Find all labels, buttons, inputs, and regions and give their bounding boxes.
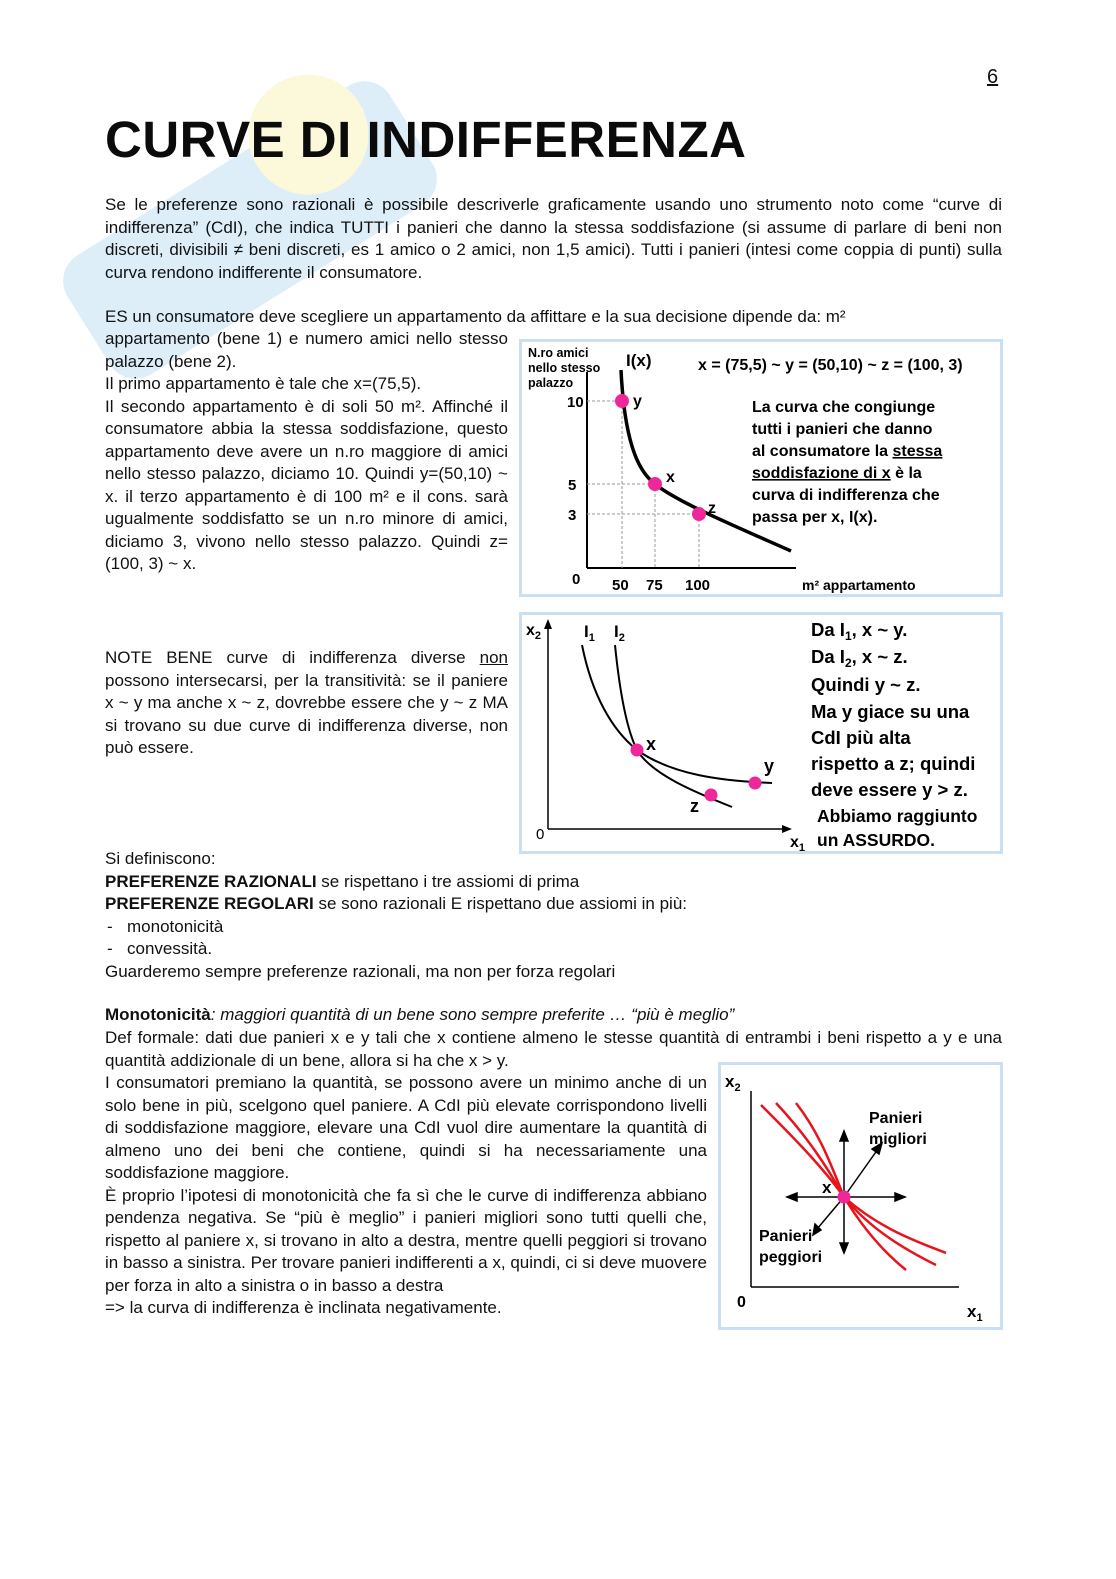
- fig1-ylabel-1: N.ro amici: [528, 346, 589, 360]
- fig1-label-x: x: [666, 469, 675, 486]
- fig1-caption-4: soddisfazione di x è la: [752, 465, 922, 482]
- definitions-closing: Guarderemo sempre preferenze razionali, ma non per forza regolari: [105, 961, 616, 981]
- list-item: - monotonicità: [105, 916, 1002, 939]
- figure-2-svg: [522, 615, 1000, 851]
- monotonicity-heading: Monotonicità: maggiori quantità di un bene sono sempre preferite … “più è meglio”: [105, 1005, 735, 1024]
- list-item: - convessità.: [105, 938, 1002, 961]
- definitions-intro: Si definiscono:: [105, 849, 216, 868]
- monotonicity-p1: I consumatori premiano la quantità, se possono avere un minimo anche di un solo bene in più, scelgono quel paniere. A CdI più elevate corrispondono livelli di soddisfazione maggiore, elevare una CdI vuol dire aumentare la quantità di almeno uno dei beni che contiene, quindi si ha necessariamente una soddisfazione maggiore.: [105, 1073, 707, 1182]
- page-number: 6: [987, 66, 999, 88]
- example-p2: Il primo appartamento è tale che x=(75,5).: [105, 374, 422, 393]
- fig3-x-axis-label: $x_1$: [967, 1302, 983, 1324]
- fig2-text-1: Da $I_1$, x ~ y.: [811, 619, 908, 643]
- fig2-point-z: [705, 789, 718, 802]
- page-title: CURVE DI INDIFFERENZA: [105, 111, 747, 168]
- monotonicity-text: [105, 1072, 707, 1320]
- figure-1-svg: [522, 342, 1000, 594]
- fig3-worse-1: Panieri: [759, 1228, 813, 1245]
- fig3-origin: 0: [737, 1294, 746, 1311]
- fig1-equation: x = (75,5) ~ y = (50,10) ~ z = (100, 3): [698, 357, 963, 374]
- figure-indifference-curve: [519, 339, 1003, 597]
- fig1-xlabel: m² appartamento: [802, 577, 916, 593]
- fig2-text-6: rispetto a z; quindi: [811, 753, 976, 774]
- fig2-curve-i1: [582, 645, 775, 783]
- fig1-point-x: [648, 477, 662, 491]
- fig3-curve-1: [761, 1105, 906, 1270]
- figure-3-svg: [721, 1065, 1000, 1327]
- fig2-text-4: Ma y giace su una: [811, 701, 970, 722]
- fig2-curve1-label: $I_1$: [584, 622, 595, 644]
- fig3-arrow-better: [844, 1149, 878, 1197]
- intro-paragraph: Se le preferenze sono razionali è possibile descriverle graficamente usando uno strumento noto come “curve di indifferenza” (CdI), che indica TUTTI i panieri che danno la stessa soddisfazione (si assume di parlare di beni non discreti, divisibili ≠ beni discreti, es 1 amico o 2 amici, non 1,5 amici). Tutti i panieri (intesi come coppia di punti) sulla curva rendono indifferente il consumatore.: [105, 195, 1002, 282]
- fig1-caption-3: al consumatore la stessa: [752, 443, 943, 460]
- fig2-x-arrow: [782, 825, 792, 833]
- fig2-curve2-label: $I_2$: [614, 622, 625, 644]
- fig2-y-axis-label: $x_2$: [526, 622, 542, 642]
- fig1-curve-label: I(x): [626, 351, 652, 370]
- fig2-curve-i2: [615, 645, 732, 807]
- fig1-origin: 0: [572, 571, 581, 588]
- fig1-caption-5: curva di indifferenza che: [752, 487, 940, 504]
- note-underlined: non: [479, 648, 508, 667]
- fig1-ylabel-3: palazzo: [528, 376, 574, 390]
- fig2-origin: 0: [536, 826, 545, 843]
- fig2-point-x: [631, 744, 644, 757]
- fig2-point-y: [749, 777, 762, 790]
- fig2-x-axis-label: $x_1$: [790, 834, 806, 851]
- fig2-text-2: Da $I_2$, x ~ z.: [811, 646, 908, 670]
- fig1-point-z: [692, 507, 706, 521]
- definitions-block: [105, 848, 1002, 983]
- fig1-caption-2: tutti i panieri che danno: [752, 421, 933, 438]
- figure-crossing-curves: [519, 612, 1003, 854]
- fig1-ytick-3: 3: [568, 507, 577, 524]
- fig2-absurd-1: Abbiamo raggiunto: [817, 806, 978, 826]
- fig1-label-y: y: [633, 393, 642, 410]
- monotonicity-def: Def formale: dati due panieri x e y tali che x contiene almeno le stesse quantità di entrambi i beni rispetto a y e una quantità addizionale di un bene, allora si ha che x > y.: [105, 1028, 1002, 1070]
- figure-monotonicity: [718, 1062, 1003, 1330]
- fig1-point-y: [615, 394, 629, 408]
- fig3-better-1: Panieri: [869, 1110, 923, 1127]
- fig2-label-x: x: [646, 734, 657, 754]
- def-regolari: PREFERENZE REGOLARI se sono razionali E rispettano due assiomi in più:: [105, 894, 688, 913]
- fig2-text-5: CdI più alta: [811, 727, 911, 748]
- note-paragraph: NOTE BENE curve di indifferenza diverse non possono intersecarsi, per la transitività: se il paniere x ~ y ma anche x ~ z, dovrebbe essere che y ~ z MA si trovano su due curve di indifferenza diverse, non può essere.: [105, 648, 508, 757]
- example-text: [105, 328, 508, 576]
- axiom-list: [105, 916, 1002, 961]
- fig1-label-z: z: [708, 500, 716, 517]
- fig2-label-y: y: [764, 756, 775, 776]
- fig2-absurd-2: un ASSURDO.: [817, 830, 935, 850]
- fig1-xtick-75: 75: [646, 577, 663, 594]
- monotonicity-p2: È proprio l’ipotesi di monotonicità che fa sì che le curve di indifferenza abbiano pendenza negativa. Se “più è meglio” i panieri migliori sono tutti quelli che, rispetto al paniere x, si trovano in alto a destra, mentre quelli peggiori si trovano in basso a sinistra. Per trovare panieri indifferenti a x, quindi, ci si deve muovere per forza in alto a sinistra o in basso a destra: [105, 1185, 707, 1295]
- monotonicity-p3: => la curva di indifferenza è inclinata negativamente.: [105, 1298, 502, 1317]
- fig1-ytick-10: 10: [567, 394, 584, 411]
- fig1-xtick-100: 100: [685, 577, 711, 594]
- fig2-text-7: deve essere y > z.: [811, 779, 968, 800]
- fig1-xtick-50: 50: [612, 577, 629, 594]
- fig1-caption-6: passa per x, I(x).: [752, 509, 878, 526]
- fig2-text-3: Quindi y ~ z.: [811, 674, 921, 695]
- example-p1: appartamento (bene 1) e numero amici nello stesso palazzo (bene 2).: [105, 329, 508, 371]
- fig3-better-2: migliori: [869, 1131, 927, 1148]
- fig3-label-x: x: [822, 1178, 832, 1197]
- fig1-caption-1: La curva che congiunge: [752, 399, 936, 416]
- fig1-ytick-5: 5: [568, 477, 577, 494]
- fig3-y-axis-label: $x_2$: [725, 1072, 741, 1094]
- fig2-y-arrow: [544, 619, 552, 629]
- example-line1: ES un consumatore deve scegliere un appartamento da affittare e la sua decisione dipende da: m²: [105, 307, 846, 326]
- fig1-ylabel-2: nello stesso: [528, 361, 601, 375]
- fig3-worse-2: peggiori: [759, 1249, 823, 1266]
- def-razionali: PREFERENZE RAZIONALI se rispettano i tre assiomi di prima: [105, 871, 580, 891]
- fig2-label-z: z: [690, 796, 699, 816]
- fig3-point-x: [838, 1191, 851, 1204]
- example-p3: Il secondo appartamento è di soli 50 m². Affinché il consumatore abbia la stessa soddisfazione, questo appartamento deve avere un n.ro maggiore di amici nello stesso palazzo, diciamo 10. Quindi y=(50,10) ~ x. il terzo appartamento è di 100 m² e il cons. sarà ugualmente soddisfatto se un n.ro minore di amici, diciamo 3, vivono nello stesso palazzo. Quindi z=(100, 3) ~ x.: [105, 396, 508, 573]
